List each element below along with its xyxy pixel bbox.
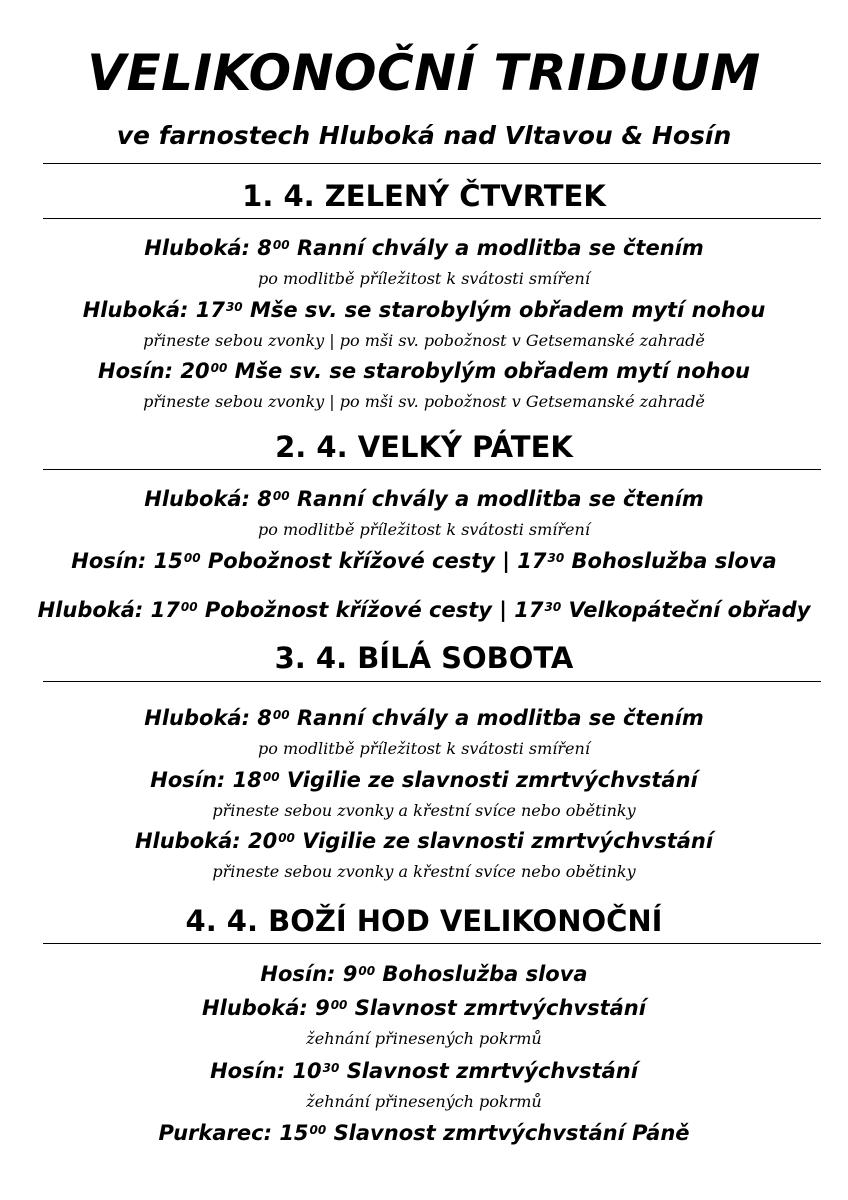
event-note: přineste sebou zvonky | po mši sv. pobožnost v Getsemanské zahradě	[143, 392, 705, 411]
event-line: Hosín: $10^{30}$ Slavnost zmrtvýchvstání	[210, 1059, 638, 1083]
divider	[43, 218, 821, 219]
event-line: Hosín: $18^{00}$ Vigilie ze slavnosti zmrtvýchvstání	[150, 768, 698, 792]
day-heading-thursday: 1. 4. ZELENÝ ČTVRTEK	[242, 179, 606, 213]
page-title: VELIKONOČNÍ TRIDUUM	[87, 44, 761, 102]
day-heading-easter-sunday: 4. 4. BOŽÍ HOD VELIKONOČNÍ	[185, 904, 663, 938]
event-note: přineste sebou zvonky a křestní svíce nebo obětinky	[212, 862, 636, 881]
event-note: po modlitbě příležitost k svátosti smíření	[258, 739, 590, 758]
event-line: Hluboká: $17^{00}$ Pobožnost křížové cesty | $17^{30}$ Velkopáteční obřady	[37, 598, 811, 622]
event-line: Hluboká: $17^{30}$ Mše sv. se starobylým obřadem mytí nohou	[82, 298, 766, 322]
divider	[43, 681, 821, 682]
event-line: Hosín: $20^{00}$ Mše sv. se starobylým obřadem mytí nohou	[98, 359, 750, 383]
day-heading-saturday: 3. 4. BÍLÁ SOBOTA	[274, 641, 574, 675]
divider	[43, 469, 821, 470]
event-line: Hluboká: $20^{00}$ Vigilie ze slavnosti zmrtvýchvstání	[134, 829, 714, 853]
event-line: Hosín: $9^{00}$ Bohoslužba slova	[260, 962, 588, 986]
event-line: Purkarec: $15^{00}$ Slavnost zmrtvýchvstání Páně	[158, 1121, 690, 1145]
event-line: Hosín: $15^{00}$ Pobožnost křížové cesty | $17^{30}$ Bohoslužba slova	[71, 549, 777, 573]
divider	[43, 943, 821, 944]
event-note: přineste sebou zvonky a křestní svíce nebo obětinky	[212, 801, 636, 820]
event-note: po modlitbě příležitost k svátosti smíření	[258, 520, 590, 539]
divider	[43, 163, 821, 164]
event-note: žehnání přinesených pokrmů	[306, 1029, 542, 1048]
event-note: žehnání přinesených pokrmů	[306, 1092, 542, 1111]
event-note: po modlitbě příležitost k svátosti smíření	[258, 269, 590, 288]
event-line: Hluboká: $8^{00}$ Ranní chvály a modlitba se čtením	[144, 706, 704, 730]
event-line: Hluboká: $8^{00}$ Ranní chvály a modlitba se čtením	[144, 487, 704, 511]
event-line: Hluboká: $9^{00}$ Slavnost zmrtvýchvstání	[202, 996, 646, 1020]
day-heading-friday: 2. 4. VELKÝ PÁTEK	[275, 430, 573, 464]
event-line: Hluboká: $8^{00}$ Ranní chvály a modlitba se čtením	[144, 236, 704, 260]
page-subtitle: ve farnostech Hluboká nad Vltavou & Hosín	[116, 121, 732, 150]
event-note: přineste sebou zvonky | po mši sv. pobožnost v Getsemanské zahradě	[143, 331, 705, 350]
